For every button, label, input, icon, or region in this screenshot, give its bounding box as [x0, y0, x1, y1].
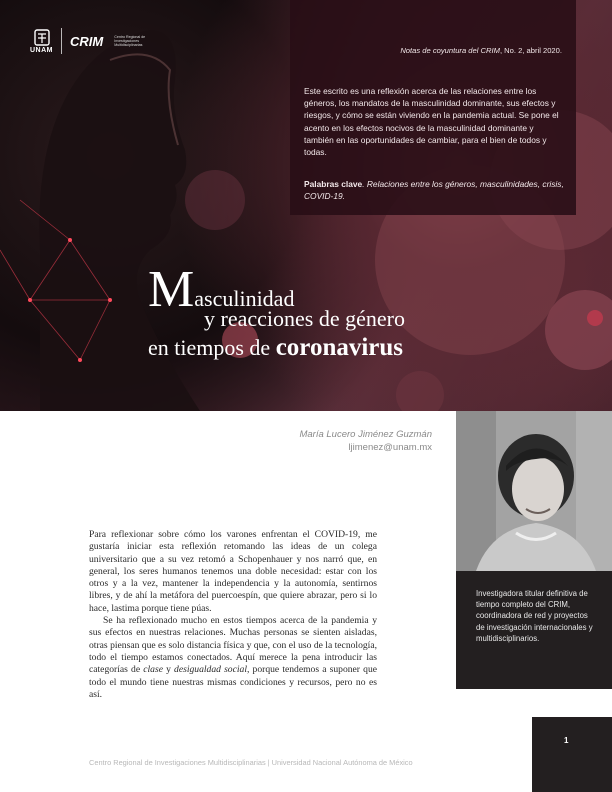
crim-logo: CRIM: [70, 33, 104, 49]
author-photo: [456, 411, 612, 571]
paragraph-2-term-1: clase: [143, 664, 163, 676]
issue-series: Notas de coyuntura del CRIM: [400, 46, 500, 55]
keywords: [304, 178, 566, 202]
abstract-text: Este escrito es una reflexión acerca de las relaciones entre los géneros, los mandatos de la masculinidad dominante, sus efectos y riesgos, y cómo se están viviendo en la pandemia actual. Se pone el acento en los efectos nocivos de la masculinidad dominante y también en las oportunidades de cambiar, para el bien de todos y todas.: [304, 86, 559, 158]
page-number-box: [532, 717, 612, 792]
paragraph-1: Para reflexionar sobre cómo los varones enfrentan el COVID-19, me gustaría iniciar esta reflexión retomando las ideas de un colega universitario que a su vez retomó a Schopenhauer y nos narró que, en general, los seres humanos tenemos una doble necesidad: estar con los otros y a la vez, mantener la independencia y la autonomía, sentirnos libres, y de ahí la metáfora del puercoespín, que quiere abrazar, pero si lo hace, lastima porque tiene púas.: [89, 529, 377, 614]
paragraph-2-start: Se ha reflexionado mucho en estos tiempos acerca de la pandemia y sus efectos en nuestras relaciones. Muchas personas se sienten aisladas, otras piensan que es solo distancia física y que, con el uso de la tecnología, todo el tiempo estamos conectados. Aquí merece la pena introducir las categorías de: [89, 615, 377, 676]
issue-line: [400, 46, 562, 55]
article-body: [89, 529, 377, 701]
logo-divider: [61, 28, 62, 54]
author-bio: Investigadora titular definitiva de tiempo completo del CRIM, coordinadora de red y proyectos de investigación internacionales y multidisciplinarios.: [476, 589, 593, 643]
unam-logo-text: UNAM: [30, 46, 53, 54]
title-line-3: [148, 334, 405, 362]
footer-text: Centro Regional de Investigaciones Multidisciplinarias | Universidad Nacional Autónoma de México: [89, 758, 413, 767]
author-bio-box: [456, 571, 612, 689]
keywords-label: Palabras clave: [304, 179, 363, 189]
title-line-1-rest: asculinidad: [194, 286, 295, 311]
logos: [30, 28, 152, 54]
author-name: María Lucero Jiménez Guzmán: [299, 429, 432, 440]
title-keyword: coronavirus: [275, 334, 404, 361]
author-portrait: [456, 411, 612, 571]
author-block: [299, 428, 432, 454]
unam-logo: [30, 29, 53, 54]
author-email[interactable]: ljimenez@unam.mx: [348, 442, 432, 453]
paragraph-2: [89, 615, 377, 701]
abstract-box: [290, 0, 576, 215]
paragraph-2-term-2: desigualdad social: [174, 664, 247, 676]
paragraph-2-mid: y: [162, 664, 175, 676]
unam-shield-icon: [33, 29, 51, 47]
keywords-list: . Relaciones entre los géneros, masculinidades, crisis, COVID-19.: [304, 179, 564, 202]
paragraph-2-end: , porque tendemos a suponer que todo el mundo tiene nuestras mismas condiciones y recursos, pero no es así.: [89, 664, 377, 700]
title-line-3-start: en tiempos de: [148, 335, 276, 360]
title-drop-cap: M: [148, 261, 195, 318]
page-number: 1: [564, 736, 569, 745]
issue-number-date: , No. 2, abril 2020.: [499, 46, 562, 55]
title-line-2: y reacciones de género: [204, 306, 405, 331]
article-title: [148, 261, 405, 362]
crim-logo-subtitle: Centro Regional de Investigaciones Multidisciplinarias: [114, 34, 146, 48]
